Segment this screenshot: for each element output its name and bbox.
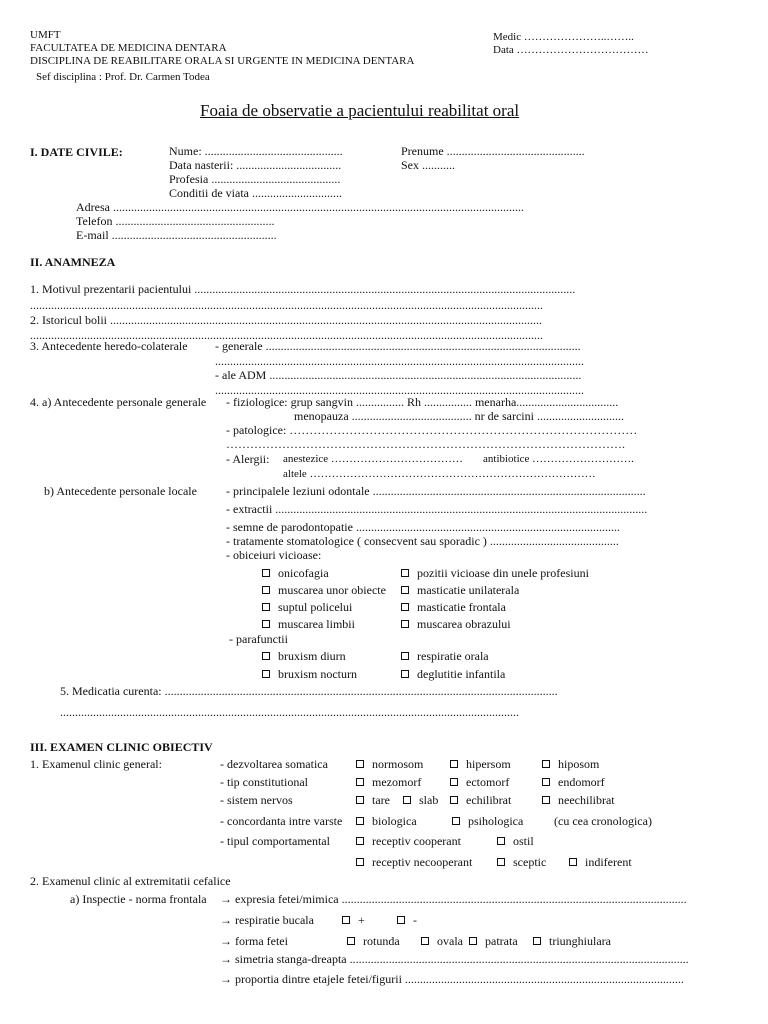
checkbox-respiratie-minus[interactable]: - — [397, 913, 417, 927]
sex-field: Sex ........... — [401, 158, 455, 172]
dotted-line: ........................................................................................................................................................................... — [30, 328, 543, 342]
checkbox-mezomorf[interactable]: mezomorf — [356, 775, 421, 789]
institution: UMFT — [30, 29, 61, 41]
prenume-field: Prenume .............................................. — [401, 144, 585, 158]
dotted-line: ......................................................................................................................................................... — [60, 705, 519, 719]
inspectie-label: a) Inspectie - norma frontala — [70, 892, 207, 906]
dotted-line: ........................................................................................................................... — [215, 354, 584, 368]
checkbox-receptiv-cooperant[interactable]: receptiv cooperant — [356, 834, 461, 848]
checkbox-triunghiulara[interactable]: triunghiulara — [533, 934, 611, 948]
checkbox-masticatie-unilaterala[interactable]: masticatie unilaterala — [401, 583, 519, 597]
checkbox-box[interactable] — [401, 620, 409, 628]
medic-field: Medic …………………..…….. — [493, 31, 634, 43]
checkbox-box[interactable] — [401, 670, 409, 678]
checkbox-box[interactable] — [403, 796, 411, 804]
checkbox-suptul-policelui[interactable]: suptul policelui — [262, 600, 352, 614]
checkbox-box[interactable] — [421, 937, 429, 945]
checkbox-hiposom[interactable]: hiposom — [542, 757, 599, 771]
extractii-field: - extractii ............................................................................................................................ — [226, 502, 648, 516]
alergii-label: - Alergii: — [226, 452, 270, 466]
discipline-head: Sef disciplina : Prof. Dr. Carmen Todea — [36, 71, 210, 83]
profesia-field: Profesia ........................................... — [169, 172, 341, 186]
antibiotice-field: antibiotice ………………………. — [483, 453, 634, 465]
heredo-label: 3. Antecedente heredo-colaterale — [30, 339, 188, 353]
checkbox-rotunda[interactable]: rotunda — [347, 934, 400, 948]
checkbox-bruxism-nocturn[interactable]: bruxism nocturn — [262, 667, 357, 681]
date-field: Data ……………………………… — [493, 44, 649, 56]
section-examen-clinic: III. EXAMEN CLINIC OBIECTIV — [30, 740, 213, 754]
respiratie-bucala-label: → respiratie bucala — [220, 913, 314, 927]
altele-field: altele …………………………………………………………………… — [283, 468, 596, 480]
checkbox-box[interactable] — [342, 916, 350, 924]
checkbox-box[interactable] — [533, 937, 541, 945]
checkbox-box[interactable] — [401, 569, 409, 577]
checkbox-box[interactable] — [401, 603, 409, 611]
conditii-field: Conditii de viata .............................. — [169, 186, 342, 200]
dotted-line: ………………………………………………………………………………………. — [226, 437, 625, 451]
parafunctii-label: - parafunctii — [229, 632, 288, 646]
dotted-line: ........................................................................................................................... — [215, 383, 584, 397]
checkbox-box[interactable] — [450, 760, 458, 768]
checkbox-box[interactable] — [397, 916, 405, 924]
heredo-generale-field: - generale ......................................................................................................... — [215, 339, 581, 353]
checkbox-box[interactable] — [450, 796, 458, 804]
forma-fetei-label: → forma fetei — [220, 934, 288, 948]
checkbox-box[interactable] — [262, 670, 270, 678]
checkbox-echilibrat[interactable]: echilibrat — [450, 793, 511, 807]
fiziologice-field: - fiziologice: grup sangvin ................ Rh ................ menarha.................................. — [226, 395, 619, 409]
expresia-field: → expresia fetei/mimica ................................................................................................................... — [220, 892, 687, 906]
checkbox-receptiv-necooperant[interactable]: receptiv necooperant — [356, 855, 472, 869]
heredo-adm-field: - ale ADM ........................................................................................................ — [215, 368, 582, 382]
checkbox-slab[interactable]: slab — [403, 793, 438, 807]
checkbox-indiferent[interactable]: indiferent — [569, 855, 632, 869]
checkbox-bruxism-diurn[interactable]: bruxism diurn — [262, 649, 346, 663]
checkbox-box[interactable] — [262, 586, 270, 594]
checkbox-box[interactable] — [356, 796, 364, 804]
checkbox-box[interactable] — [262, 603, 270, 611]
checkbox-ovala[interactable]: ovala — [421, 934, 463, 948]
checkbox-tare[interactable]: tare — [356, 793, 390, 807]
checkbox-biologica[interactable]: biologica — [356, 814, 417, 828]
checkbox-onicofagia[interactable]: onicofagia — [262, 566, 329, 580]
medicatia-field: 5. Medicatia curenta: ................................................................................................................................... — [60, 684, 558, 698]
checkbox-box[interactable] — [262, 652, 270, 660]
checkbox-box[interactable] — [262, 569, 270, 577]
checkbox-hipersom[interactable]: hipersom — [450, 757, 511, 771]
nume-field: Nume: .............................................. — [169, 144, 343, 158]
checkbox-muscarea-obrazului[interactable]: muscarea obrazului — [401, 617, 511, 631]
anestezice-field: anestezice ……………………………… — [283, 453, 463, 465]
page-title: Foaia de observatie a pacientului reabilitat oral — [200, 101, 520, 120]
checkbox-masticatie-frontala[interactable]: masticatie frontala — [401, 600, 506, 614]
checkbox-box[interactable] — [452, 817, 460, 825]
checkbox-muscarea-obiecte[interactable]: muscarea unor obiecte — [262, 583, 386, 597]
checkbox-box[interactable] — [262, 620, 270, 628]
checkbox-box[interactable] — [450, 778, 458, 786]
proportia-field: → proportia dintre etajele fetei/figurii ............................................................................................. — [220, 972, 684, 986]
checkbox-box[interactable] — [469, 937, 477, 945]
checkbox-box[interactable] — [347, 937, 355, 945]
checkbox-box[interactable] — [356, 778, 364, 786]
checkbox-box[interactable] — [401, 652, 409, 660]
checkbox-ectomorf[interactable]: ectomorf — [450, 775, 509, 789]
extremitate-cefalica-label: 2. Examenul clinic al extremitatii cefalice — [30, 874, 231, 888]
obiceiuri-label: - obiceiuri vicioase: — [226, 548, 322, 562]
dotted-line: ........................................................................................................................................................................... — [30, 298, 543, 312]
checkbox-box[interactable] — [356, 817, 364, 825]
faculty: FACULTATEA DE MEDICINA DENTARA — [30, 42, 227, 54]
checkbox-neechilibrat[interactable]: neechilibrat — [542, 793, 615, 807]
pers-loc-label: b) Antecedente personale locale — [44, 484, 197, 498]
tratamente-field: - tratamente stomatologice ( consecvent sau sporadic ) ........................................... — [226, 534, 619, 548]
checkbox-normosom[interactable]: normosom — [356, 757, 423, 771]
checkbox-endomorf[interactable]: endomorf — [542, 775, 605, 789]
checkbox-sceptic[interactable]: sceptic — [497, 855, 546, 869]
email-field: E-mail ....................................................... — [76, 228, 277, 242]
concordanta-label: - concordanta intre varste — [220, 814, 343, 828]
checkbox-box[interactable] — [356, 858, 364, 866]
sistem-nervos-label: - sistem nervos — [220, 793, 293, 807]
checkbox-box[interactable] — [356, 837, 364, 845]
checkbox-box[interactable] — [542, 778, 550, 786]
checkbox-box[interactable] — [497, 858, 505, 866]
checkbox-respiratie-plus[interactable]: + — [342, 913, 365, 927]
data-nasterii-field: Data nasterii: ................................... — [169, 158, 342, 172]
telefon-field: Telefon ..................................................... — [76, 214, 275, 228]
discipline: DISCIPLINA DE REABILITARE ORALA SI URGENTE IN MEDICINA DENTARA — [30, 55, 415, 67]
adresa-field: Adresa ......................................................................................................................................... — [76, 200, 524, 214]
checkbox-box[interactable] — [401, 586, 409, 594]
examen-general-label: 1. Examenul clinic general: — [30, 757, 162, 771]
checkbox-box[interactable] — [542, 796, 550, 804]
tip-constitutional-label: - tip constitutional — [220, 775, 308, 789]
comportamental-label: - tipul comportamental — [220, 834, 330, 848]
istoricul-field: 2. Istoricul bolii ................................................................................................................................................ — [30, 313, 542, 327]
checkbox-muscarea-limbii[interactable]: muscarea limbii — [262, 617, 355, 631]
checkbox-deglutitie-infantila[interactable]: deglutitie infantila — [401, 667, 505, 681]
parodontopatie-field: - semne de parodontopatie ........................................................................................ — [226, 520, 620, 534]
concordanta-note: (cu cea cronologica) — [554, 814, 652, 828]
checkbox-box[interactable] — [356, 760, 364, 768]
checkbox-box[interactable] — [569, 858, 577, 866]
dezvoltarea-label: - dezvoltarea somatica — [220, 757, 328, 771]
patologice-field: - patologice: …………………………………………………………………………… — [226, 423, 638, 437]
section-date-civile: I. DATE CIVILE: — [30, 145, 123, 159]
pers-gen-label: 4. a) Antecedente personale generale — [30, 395, 207, 409]
menopauza-field: menopauza ........................................ nr de sarcini ............................. — [294, 409, 624, 423]
leziuni-field: - principalele leziuni odontale ........................................................................................... — [226, 484, 646, 498]
checkbox-respiratie-orala[interactable]: respiratie orala — [401, 649, 489, 663]
checkbox-ostil[interactable]: ostil — [497, 834, 534, 848]
checkbox-box[interactable] — [497, 837, 505, 845]
checkbox-box[interactable] — [542, 760, 550, 768]
checkbox-psihologica[interactable]: psihologica — [452, 814, 523, 828]
section-anamneza: II. ANAMNEZA — [30, 255, 116, 269]
motivul-field: 1. Motivul prezentarii pacientului ............................................................................................................................... — [30, 282, 576, 296]
checkbox-patrata[interactable]: patrata — [469, 934, 518, 948]
simetria-field: → simetria stanga-dreapta ................................................................................................................. — [220, 952, 689, 966]
checkbox-pozitii-vicioase[interactable]: pozitii vicioase din unele profesiuni — [401, 566, 589, 580]
